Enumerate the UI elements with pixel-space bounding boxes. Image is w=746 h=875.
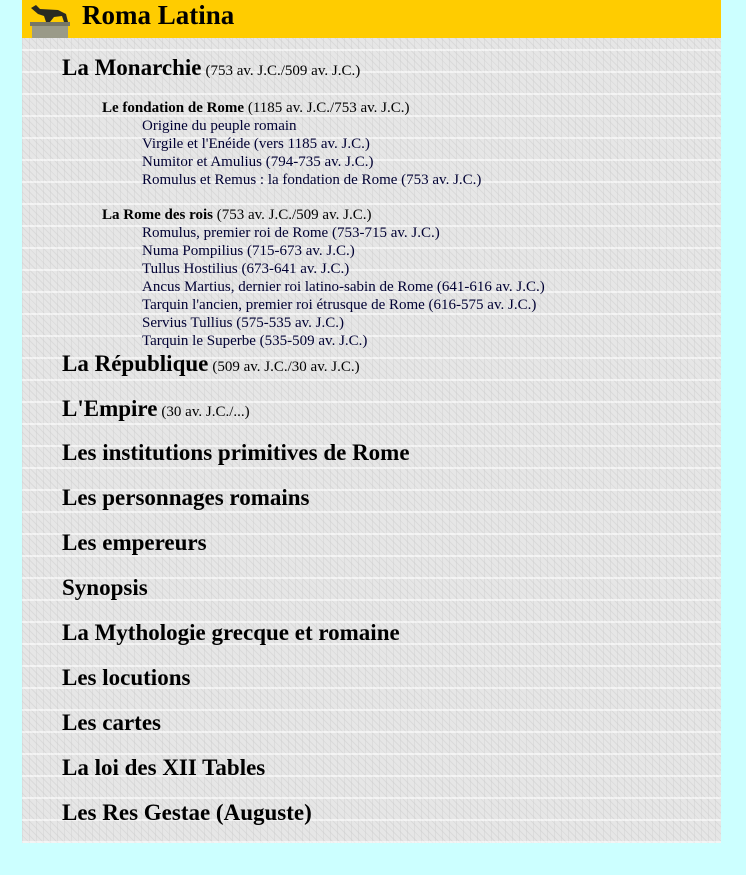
group-title[interactable]: La Rome des rois: [102, 207, 213, 223]
section-empire[interactable]: [62, 396, 250, 422]
section-republique[interactable]: [62, 351, 360, 377]
list-item[interactable]: Numitor et Amulius (794-735 av. J.C.): [142, 154, 374, 170]
group-title[interactable]: Le fondation de Rome: [102, 100, 245, 116]
section-dates: (753 av. J.C./509 av. J.C.): [205, 63, 361, 79]
section-loi-xii-tables[interactable]: La loi des XII Tables: [62, 755, 266, 780]
section-personnages[interactable]: Les personnages romains: [62, 485, 310, 510]
list-item[interactable]: Virgile et l'Enéide (vers 1185 av. J.C.): [142, 136, 370, 152]
group-fondation: [102, 99, 481, 189]
section-mythologie[interactable]: La Mythologie grecque et romaine: [62, 620, 400, 645]
group-dates: (1185 av. J.C./753 av. J.C.): [247, 100, 410, 116]
list-item[interactable]: Tullus Hostilius (673-641 av. J.C.): [142, 261, 350, 277]
list-item[interactable]: Numa Pompilius (715-673 av. J.C.): [142, 243, 355, 259]
she-wolf-statue-icon: [28, 2, 72, 38]
section-synopsis[interactable]: Synopsis: [62, 575, 148, 600]
section-title[interactable]: La République: [62, 351, 209, 376]
group-rome-des-rois: [102, 206, 545, 350]
site-title: Roma Latina: [82, 0, 235, 30]
section-title[interactable]: L'Empire: [62, 396, 158, 421]
list-item[interactable]: Ancus Martius, dernier roi latino-sabin de Rome (641-616 av. J.C.): [142, 279, 545, 295]
section-dates: (509 av. J.C./30 av. J.C.): [212, 359, 360, 375]
group-dates: (753 av. J.C./509 av. J.C.): [216, 207, 372, 223]
list-item[interactable]: Tarquin le Superbe (535-509 av. J.C.): [142, 333, 368, 349]
list-item[interactable]: Romulus, premier roi de Rome (753-715 av. J.C.): [142, 225, 440, 241]
section-locutions[interactable]: Les locutions: [62, 665, 191, 690]
section-monarchie[interactable]: [62, 55, 360, 81]
section-empereurs[interactable]: Les empereurs: [62, 530, 207, 555]
list-item[interactable]: Romulus et Remus : la fondation de Rome (753 av. J.C.): [142, 172, 482, 188]
content-panel: [22, 0, 721, 843]
section-cartes[interactable]: Les cartes: [62, 710, 161, 735]
header-bar: [22, 0, 721, 38]
list-item[interactable]: Servius Tullius (575-535 av. J.C.): [142, 315, 344, 331]
section-institutions[interactable]: Les institutions primitives de Rome: [62, 440, 410, 465]
list-item[interactable]: Tarquin l'ancien, premier roi étrusque de Rome (616-575 av. J.C.): [142, 297, 537, 313]
section-title[interactable]: La Monarchie: [62, 55, 202, 80]
section-dates: (30 av. J.C./...): [161, 404, 250, 420]
list-item[interactable]: Origine du peuple romain: [142, 118, 297, 134]
section-res-gestae[interactable]: Les Res Gestae (Auguste): [62, 800, 312, 825]
